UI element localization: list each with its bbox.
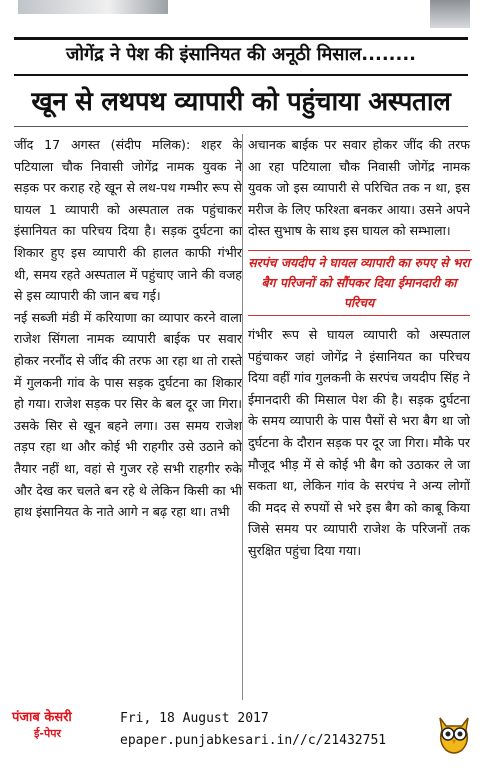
paragraph: अचानक बाईक पर सवार होकर जींद की तरफ आ रहा पटियाला चौक निवासी जोगेंद्र नामक युवक जो इस व्यापारी से परिचित तक न था, इस मरीज के लिए फरिश्ता बनकर आया। उसने अपने दोस्त सुभाष के साथ इस घायल को सम्भाला।	[248, 137, 470, 239]
kicker-rule	[14, 74, 468, 76]
article-column-right	[248, 134, 470, 562]
photo-fragment	[430, 0, 470, 28]
epaper-footer	[0, 706, 482, 768]
logo-brand: पंजाब केसरी	[12, 710, 72, 725]
article-headline: खून से लथपथ व्यापारी को पहुंचाया अस्पताल	[31, 87, 451, 117]
article-kicker: जोगेंद्र ने पेश की इंसानियत की अनूठी मिसाल........	[65, 44, 417, 65]
owl-icon	[434, 712, 474, 756]
paragraph: गंभीर रूप से घायल व्यापारी को अस्पताल पहुंचाकर जहां जोगेंद्र ने इंसानियत का परिचय दिया वहीं गांव गुलकनी के सरपंच जयदीप सिंह ने ईमानदारी की मिसाल पेश की है। सड़क दुर्घटना के समय व्यापारी के पास पैसों से भरा बैग था जो दुर्घटना के दौरान सड़क पर दूर जा गिरा। मौके पर मौजूद भीड़ में से कोई भी बैग को उठाकर ले जा सकता था, लेकिन गांव के सरपंच ने अन्य लोगों की मदद से रुपयों से भरे इस बैग को काबू किया जिसे समय पर व्यापारी राजेश के परिजनों तक सुरक्षित पहुंचा दिया गया।	[248, 326, 470, 558]
pull-quote: सरपंच जयदीप ने घायल व्यापारी का रुपए से भरा बैग परिजनों को सौंपकर दिया ईमानदारी का परिचय	[248, 250, 470, 316]
photo-fragment	[18, 0, 168, 14]
publish-date: Fri, 18 August 2017	[120, 711, 269, 726]
article-column-left	[14, 134, 242, 523]
punjab-kesari-logo[interactable]	[12, 710, 90, 750]
top-rule	[14, 37, 468, 40]
paragraph: नई सब्जी मंडी में करियाणा का व्यापार करने वाला राजेश सिंगला नामक व्यापारी बाईक पर सवार होकर नरनौंद से जींद की तरफ आ रहा था तो रास्ते में गुलकनी गांव के पास सड़क दुर्घटना का शिकार हो गया। राजेश सड़क पर सिर के बल दूर जा गिरा। उसके सिर से खून बहने लगा। उस समय राजेश तड़प रहा था और कोई भी राहगीर उसे उठाने को तैयार नहीं था, वहां से गुजर रहे सभी राहगीर रुके और देख कर चलते बन रहे थे लेकिन किसी का भी हाथ इंसानियत के नाते आगे न बढ़ रहा था। तभी	[14, 309, 242, 520]
logo-sub: ई-पेपर	[34, 727, 61, 740]
paragraph: जींद 17 अगस्त (संदीप मलिक): शहर के पटियाला चौक निवासी जोगेंद्र नामक युवक ने सड़क पर कराह रहे खून से लथ-पथ गम्भीर रूप से घायल 1 व्यापारी को अस्पताल तक पहुंचाकर इंसानियत का परिचय दिया है। सड़क दुर्घटना का शिकार हुए इस व्यापारी की हालत काफी गंभीर थी, समय रहते अस्पताल में पहुंचाए जाने की वजह से इस व्यापारी की जान बच गई।	[14, 137, 242, 304]
epaper-url[interactable]: epaper.punjabkesari.in//c/21432751	[120, 733, 387, 748]
headline-rule	[14, 126, 468, 127]
column-divider	[242, 134, 243, 700]
previous-article-photo-strip	[0, 0, 482, 40]
footer-meta	[120, 708, 386, 752]
